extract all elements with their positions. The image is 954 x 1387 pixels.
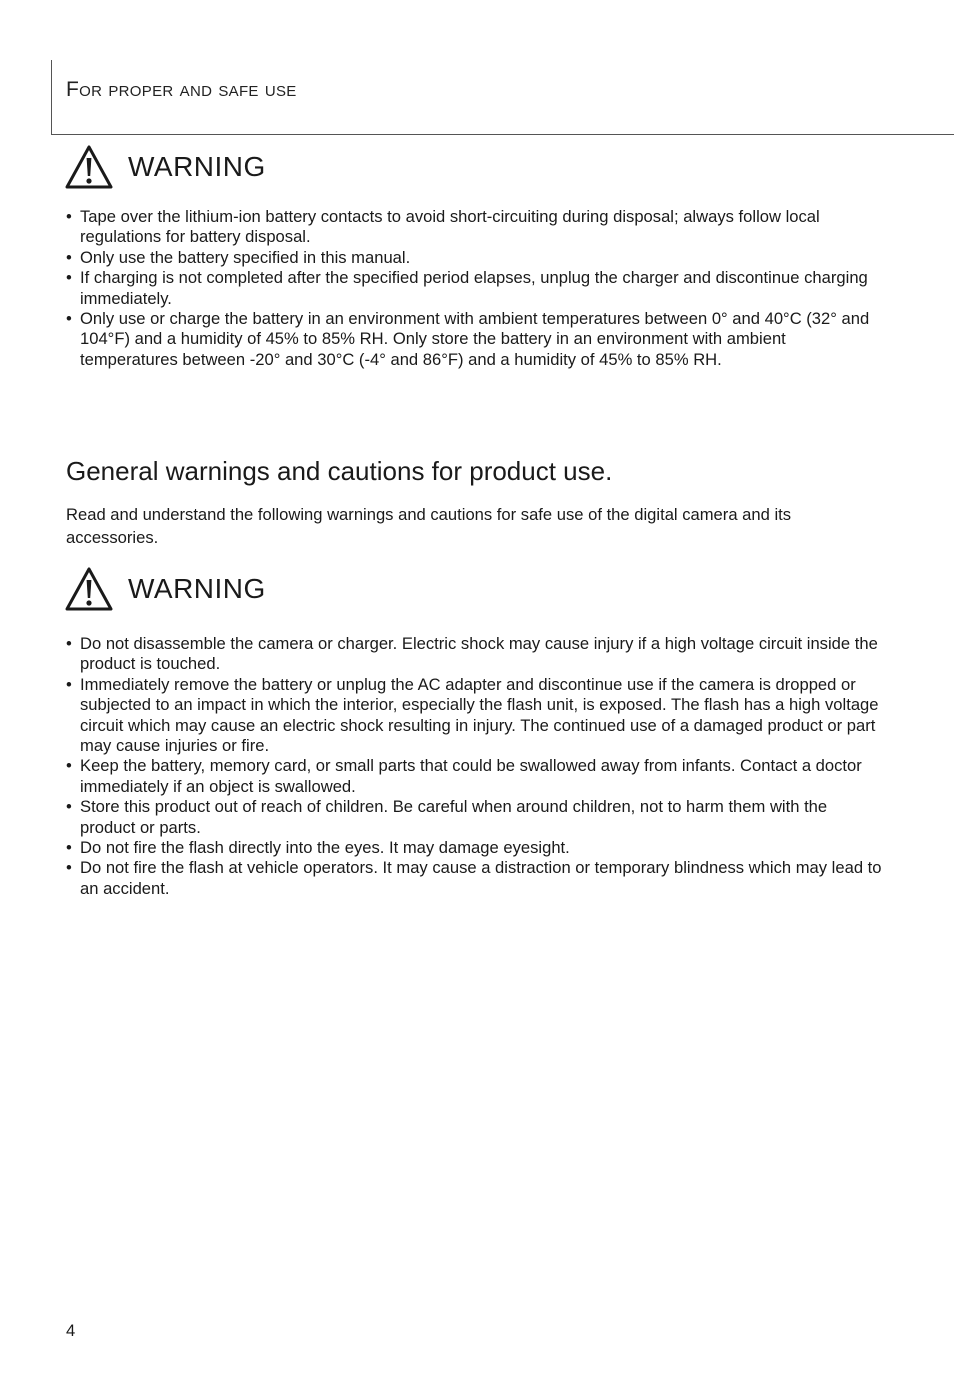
warning-triangle-icon (64, 144, 114, 190)
intro-paragraph: Read and understand the following warnings and cautions for safe use of the digital camera and its accessories. (66, 505, 792, 547)
bullet: • (66, 858, 72, 878)
warning-list-2 (66, 634, 886, 899)
list-item-text: Tape over the lithium-ion battery contacts to avoid short-circuiting during disposal; always follow local regulations for battery disposal. (80, 207, 820, 247)
page-number: 4 (66, 1321, 76, 1340)
list-item (66, 634, 886, 675)
list-item (66, 858, 886, 899)
list-item (66, 797, 886, 838)
section-title: General warnings and cautions for product use. (66, 456, 613, 486)
header-horizontal-rule (51, 134, 954, 135)
warning-heading-2 (64, 565, 266, 613)
list-item-text: If charging is not completed after the specified period elapses, unplug the charger and discontinue charging immediately. (80, 268, 868, 308)
list-item-text: Do not disassemble the camera or charger. Electric shock may cause injury if a high voltage circuit inside the product is touched. (80, 634, 878, 674)
bullet: • (66, 674, 72, 694)
warning-heading-1 (64, 143, 266, 191)
bullet: • (66, 247, 72, 267)
warning-list-1 (66, 207, 886, 370)
list-item-text: Only use or charge the battery in an environment with ambient temperatures between 0° and 40°C (32° and 104°F) and a humidity of 45% to 85% RH. Only store the battery in an environment with ambient temperatures between -20° and 30°C (-4° and 86°F) and a humidity of 45% to 85% RH. (80, 309, 870, 369)
list-item (66, 207, 886, 248)
list-item (66, 248, 886, 268)
bullet: • (66, 756, 72, 776)
bullet: • (66, 309, 72, 329)
warning-triangle-icon (64, 566, 114, 612)
warning-title: WARNING (128, 151, 266, 182)
list-item-text: Store this product out of reach of children. Be careful when around children, not to harm them with the product or parts. (80, 797, 828, 837)
list-item (66, 309, 886, 370)
bullet: • (66, 797, 72, 817)
list-item-text: Do not fire the flash directly into the eyes. It may damage eyesight. (80, 838, 570, 858)
bullet: • (66, 634, 72, 653)
section-header: For proper and safe use (66, 78, 297, 101)
header-vertical-rule (51, 60, 52, 134)
list-item-text: Keep the battery, memory card, or small parts that could be swallowed away from infants. Contact a doctor immediately if an object is swallowed. (80, 756, 862, 796)
list-item-text: Only use the battery specified in this manual. (80, 247, 411, 267)
list-item (66, 268, 886, 309)
warning-title: WARNING (128, 573, 266, 604)
list-item-text: Immediately remove the battery or unplug the AC adapter and discontinue use if the camera is dropped or subjected to an impact in which the interior, especially the flash unit, is exposed. The flash has a high voltage circuit which may cause an electric shock resulting in injury. The continued use of a damaged product or part may cause injuries or fire. (80, 674, 879, 756)
list-item-text: Do not fire the flash at vehicle operators. It may cause a distraction or temporary blindness which may lead to an accident. (80, 858, 882, 898)
list-item (66, 675, 886, 757)
list-item (66, 838, 886, 858)
list-item (66, 756, 886, 797)
bullet: • (66, 207, 72, 226)
bullet: • (66, 268, 72, 288)
bullet: • (66, 838, 72, 858)
